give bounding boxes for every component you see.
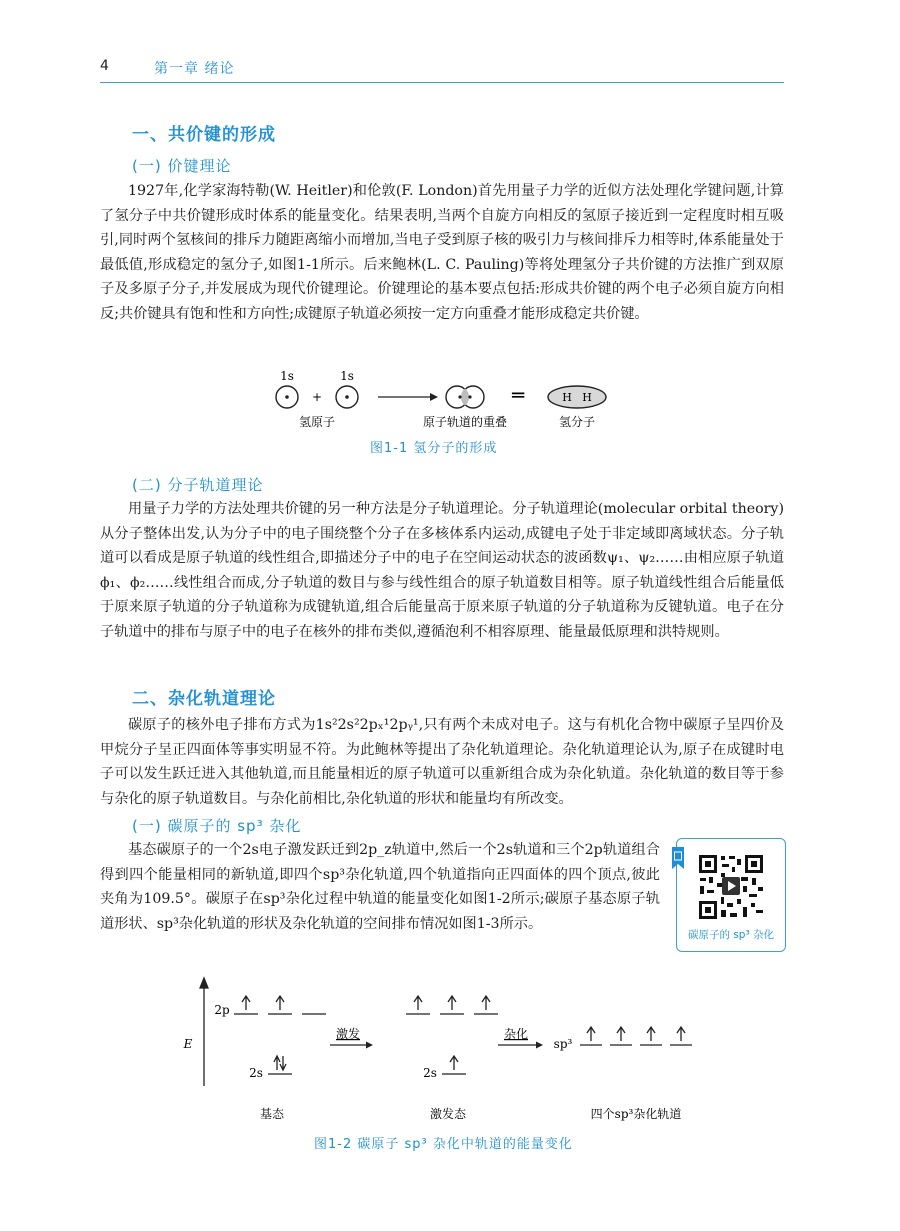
subheading-molecular-orbital: (二) 分子轨道理论 [132,476,264,494]
qr-label: 碳原子的 sp³ 杂化 [687,929,775,941]
qr-resource-card[interactable] [676,838,786,952]
excite-arrow-label: 激发 [335,1027,361,1041]
label-hydrogen-atom: 氢原子 [298,415,336,429]
overlap-electron-2 [468,395,471,398]
orbital-label-1: 1s [280,369,294,383]
h-atom-electron-1 [285,395,289,399]
section-heading-hybrid-orbital: 二、杂化轨道理论 [132,689,276,709]
excited-2s-electron-up [450,1056,458,1070]
label-hydrogen-molecule: 氢分子 [558,415,596,429]
sp3-electron-3 [647,1027,655,1041]
paragraph-molecular-orbital: 用量子力学的方法处理共价键的另一种方法是分子轨道理论。分子轨道理论(molecular orbital theory)从分子整体出发,认为分子中的电子围绕整个分子在多核体系内运动,成键电子处于非定域即离域状态。分子轨道可以看成是原子轨道的线性组合,即描述分子中的电子在空间运动状态的波函数ψ₁、ψ₂……由相应原子轨道ϕ₁、ϕ₂……线性组合而成,分子轨道的数目与参与线性组合的原子轨道数目相等。原子轨道线性组合后能量低于原来原子轨道的分子轨道称为成键轨道,组合后能量高于原来原子轨道的分子轨道称为反键轨道。电子在分子轨道中的排布与原子中的电子在核外的排布类似,遵循泡利不相容原理、能量最低原理和洪特规则。 [100,501,784,640]
bookmark-icon [671,847,685,869]
subheading-valence-bond: (一) 价键理论 [132,157,232,175]
page-number: 4 [100,58,109,74]
sp3-label: sp³ [553,1037,573,1051]
sp3-electron-2 [617,1027,625,1041]
energy-axis-arrowhead [200,978,208,988]
hybrid-state-label: 四个sp³杂化轨道 [590,1107,682,1121]
excite-arrowhead [366,1042,373,1049]
h-atom-electron-2 [345,395,349,399]
hybridize-arrow-label: 杂化 [503,1027,529,1041]
h2-atom-h-right: H [582,391,592,404]
overlap-electron-1 [458,395,461,398]
label-orbital-overlap: 原子轨道的重叠 [422,415,508,429]
excited-state-label: 激发态 [429,1107,467,1121]
plus-sign: + [311,390,323,404]
ground-2s-label: 2s [249,1066,263,1080]
ground-2s-electron-down [280,1056,286,1070]
figure-1-1-caption: 图1-1 氢分子的形成 [370,441,498,456]
figure-1-2-caption: 图1-2 碳原子 sp³ 杂化中轨道的能量变化 [314,1137,573,1152]
ground-2p-label: 2p [214,1003,230,1017]
running-header [100,58,784,83]
figure-sp3-energy-diagram [180,976,720,1124]
h2-molecule-shape [548,386,606,408]
paragraph-sp3-hybridization: 基态碳原子的一个2s电子激发跃迁到2p_z轨道中,然后一个2s轨道和三个2p轨道组合得到四个能量相同的新轨道,即四个sp³杂化轨道,四个轨道指向正四面体的四个顶点,彼此夹角为109.5°。碳原子在sp³杂化过程中轨道的能量变化如图1-2所示;碳原子基态原子轨道形状、sp³杂化轨道的形状及杂化轨道的空间排布情况如图1-3所示。 [100,842,660,932]
ground-2p-electron-2 [276,996,284,1010]
excited-2p-electron-2 [448,996,456,1010]
subheading-sp3-hybridization: (一) 碳原子的 sp³ 杂化 [132,817,302,835]
h2-atom-h-left: H [562,391,572,404]
paragraph-valence-bond: 1927年,化学家海特勒(W. Heitler)和伦敦(F. London)首先用量子力学的近似方法处理化学键问题,计算了氢分子中共价键形成时体系的能量变化。结果表明,当两个自旋方向相反的氢原子接近到一定程度时相互吸引,同时两个氢核间的排斥力随距离缩小而增加,当电子受到原子核的吸引力与核间排斥力相等时,体系能量处于最低值,形成稳定的氢分子,如图1-1所示。后来鲍林(L. C. Pauling)等将处理氢分子共价键的方法推广到双原子及多原子分子,并发展成为现代价键理论。价键理论的基本要点包括:形成共价键的两个电子必须自旋方向相反;共价键具有饱和性和方向性;成键原子轨道必须按一定方向重叠才能形成稳定共价键。 [100,183,784,322]
ground-state-label: 基态 [259,1107,285,1121]
figure-h2-formation [260,364,640,436]
ground-2s-electron-up [274,1056,280,1070]
qr-code-icon[interactable] [697,853,765,921]
excited-2s-label: 2s [423,1066,437,1080]
reaction-arrow-head [430,393,438,401]
energy-axis-label: E [183,1037,193,1051]
orbital-label-2: 1s [340,369,354,383]
section-heading-covalent-bond: 一、共价键的形成 [132,125,276,145]
chapter-title: 第一章 绪论 [154,61,235,77]
ground-2p-electron-1 [242,996,250,1010]
excited-2p-electron-3 [482,996,490,1010]
paragraph-hybrid-orbital: 碳原子的核外电子排布方式为1s²2s²2pₓ¹2pᵧ¹,只有两个未成对电子。这与有机化合物中碳原子呈四价及甲烷分子呈正四面体等事实明显不符。为此鲍林等提出了杂化轨道理论。杂化轨道理论认为,原子在成键时电子可以发生跃迁进入其他轨道,而且能量相近的原子轨道可以重新组合成为杂化轨道。杂化轨道的数目等于参与杂化的原子轨道数目。与杂化前相比,杂化轨道的形状和能量均有所改变。 [100,717,784,807]
sp3-electron-4 [677,1027,685,1041]
sp3-electron-1 [587,1027,595,1041]
equals-sign: ═ [511,383,525,407]
excited-2p-electron-1 [414,996,422,1010]
ground-state-group [200,978,208,1086]
hybridize-arrowhead [536,1042,543,1049]
